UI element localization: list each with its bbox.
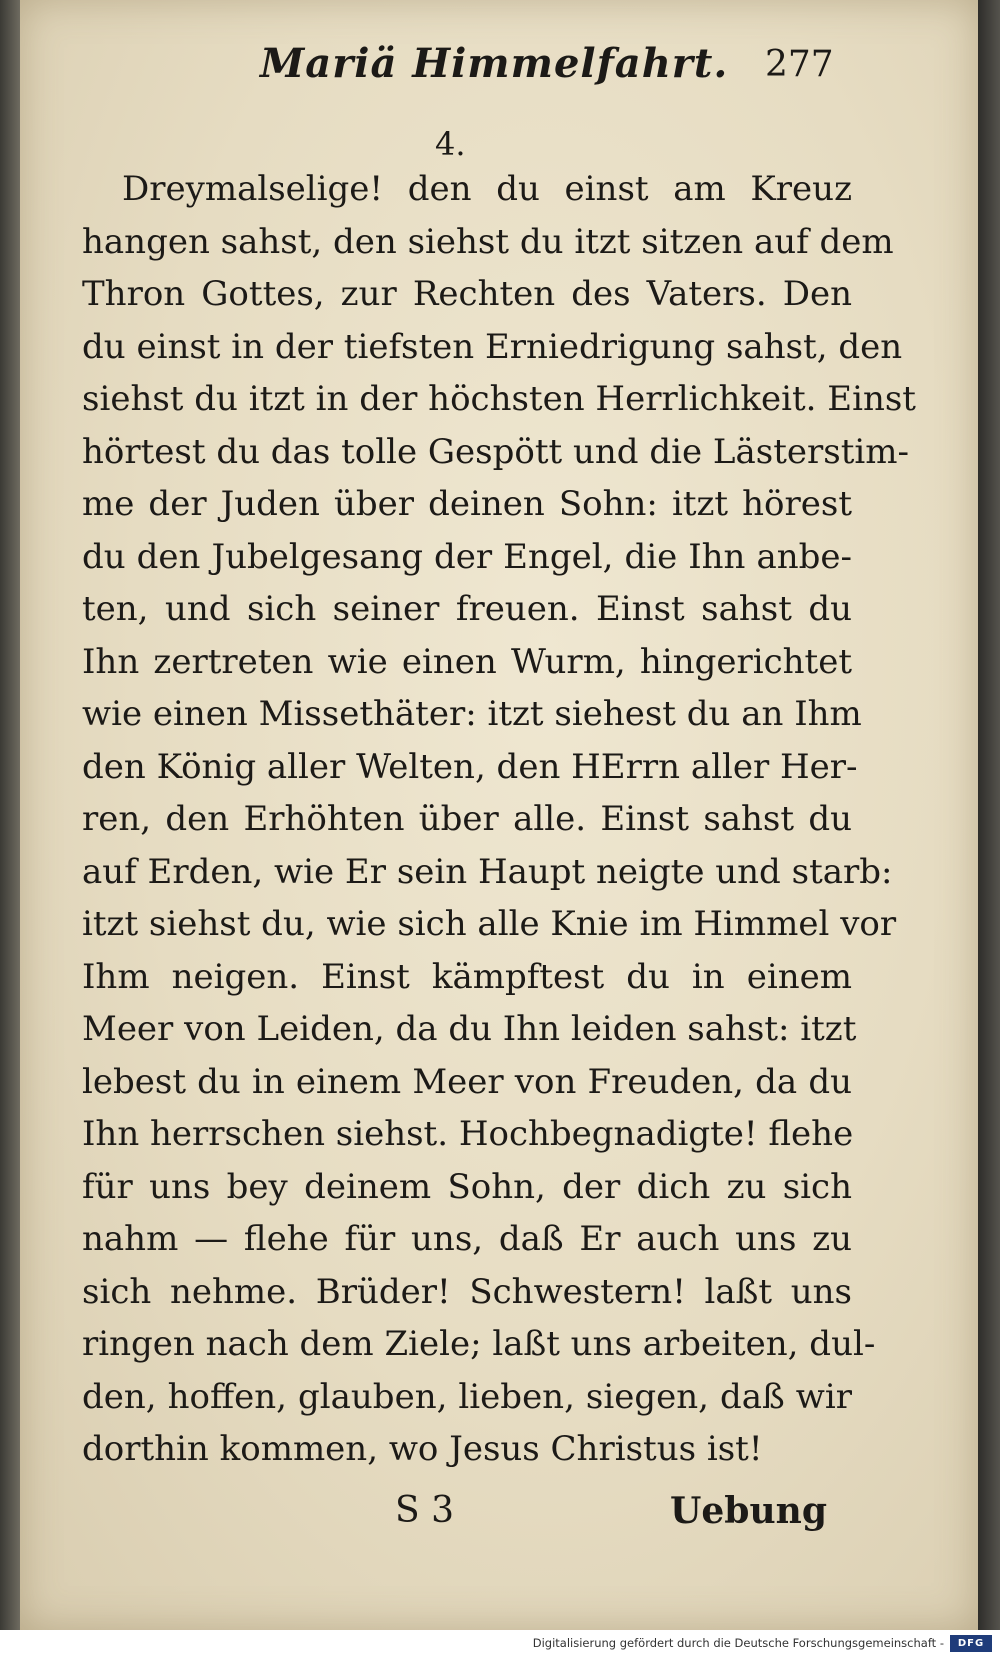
text-line: ren, den Erhöhten über alle. Einst sahst du xyxy=(82,799,852,839)
text-line: nahm — flehe für uns, daß Er auch uns zu xyxy=(82,1219,852,1259)
text-line: du den Jubelgesang der Engel, die Ihn anbe- xyxy=(82,536,852,577)
text-line: itzt siehst du, wie sich alle Knie im Himmel vor xyxy=(82,904,897,944)
text-line: Ihn zertreten wie einen Wurm, hingerichtet xyxy=(82,641,852,682)
text-line: hangen sahst, den siehst du itzt sitzen auf dem xyxy=(82,221,894,262)
text-line: me der Juden über deinen Sohn: itzt hörest xyxy=(82,484,852,524)
funding-credit: Digitalisierung gefördert durch die Deutsche Forschungsgemeinschaft - xyxy=(532,1636,944,1650)
body-text xyxy=(82,163,916,1476)
text-line: ten, und sich seiner freuen. Einst sahst du xyxy=(82,589,852,629)
text-line: ringen nach dem Ziele; laßt uns arbeiten, dul- xyxy=(82,1324,876,1364)
book-page xyxy=(20,0,978,1630)
dfg-logo: DFG xyxy=(950,1635,992,1652)
text-line: dorthin kommen, wo Jesus Christus ist! xyxy=(82,1429,763,1469)
book-spine-edge xyxy=(0,0,20,1657)
text-line: Ihn herrschen siehst. Hochbegnadigte! flehe xyxy=(82,1114,854,1154)
digitization-footer xyxy=(0,1630,1000,1657)
text-line: Ihm neigen. Einst kämpftest du in einem xyxy=(82,956,852,997)
page-number: 277 xyxy=(765,44,834,85)
text-line: auf Erden, wie Er sein Haupt neigte und starb: xyxy=(82,851,893,892)
text-line: hörtest du das tolle Gespött und die Lästerstim- xyxy=(82,431,909,472)
text-line: du einst in der tiefsten Erniedrigung sahst, den xyxy=(82,326,903,367)
text-line: den, hoffen, glauben, lieben, siegen, daß wir xyxy=(82,1376,852,1417)
section-number: 4. xyxy=(435,125,466,163)
catchword: Uebung xyxy=(670,1490,827,1532)
running-head: Mariä Himmelfahrt. xyxy=(260,40,729,87)
signature-mark: S 3 xyxy=(395,1490,455,1531)
page-stack-edge xyxy=(978,0,1000,1630)
text-line: Dreymalselige! den du einst am Kreuz xyxy=(122,169,852,209)
text-line: den König aller Welten, den HErrn aller Her- xyxy=(82,746,858,787)
text-line: für uns bey deinem Sohn, der dich zu sich xyxy=(82,1166,852,1207)
text-line: lebest du in einem Meer von Freuden, da du xyxy=(82,1061,852,1102)
text-line: Thron Gottes, zur Rechten des Vaters. Den xyxy=(82,274,852,314)
text-line: wie einen Missethäter: itzt siehest du an Ihm xyxy=(82,694,862,734)
text-line: Meer von Leiden, da du Ihn leiden sahst: itzt xyxy=(82,1009,857,1049)
text-line: siehst du itzt in der höchsten Herrlichkeit. Einst xyxy=(82,379,916,419)
text-line: sich nehme. Brüder! Schwestern! laßt uns xyxy=(82,1271,852,1312)
